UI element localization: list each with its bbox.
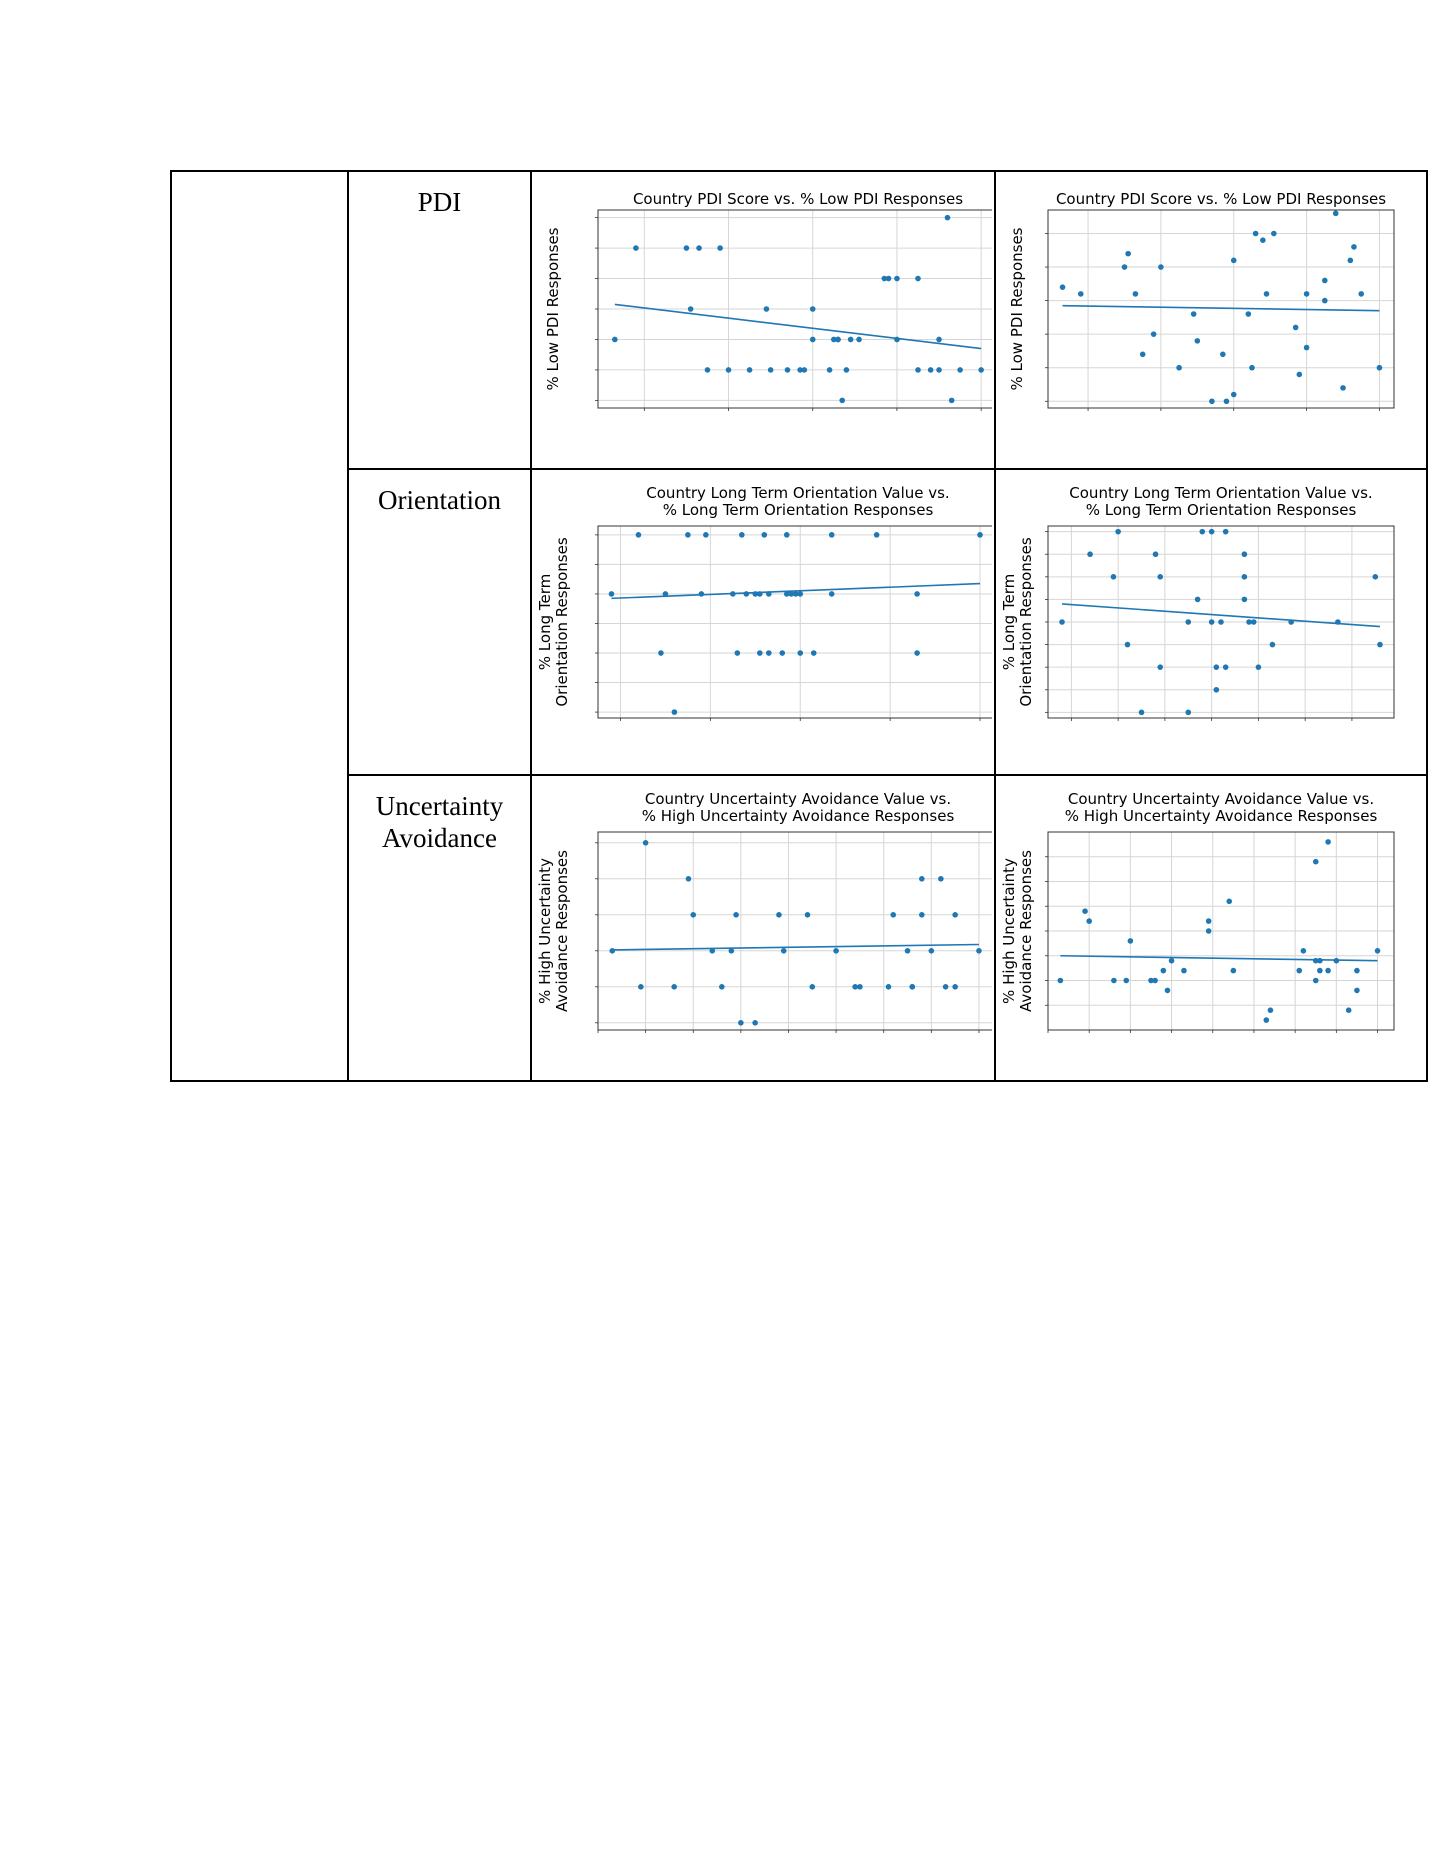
data-point (643, 840, 649, 846)
y-axis-label (1000, 537, 1035, 706)
data-point (766, 650, 772, 656)
data-point (1153, 551, 1159, 557)
data-point (1111, 978, 1117, 984)
data-point (633, 245, 639, 251)
y-axis-label (536, 537, 571, 706)
plot-cell (995, 775, 1427, 1081)
data-point (739, 532, 745, 538)
data-point (811, 650, 817, 656)
data-point (839, 398, 845, 404)
data-point (945, 215, 951, 221)
y-axis-label-line: % Low PDI Responses (1008, 227, 1026, 391)
data-point (1165, 988, 1171, 994)
data-point (1335, 619, 1341, 625)
data-point (688, 306, 694, 312)
data-point (1195, 597, 1201, 603)
y-axis-label-line: Orientation Responses (1017, 537, 1035, 707)
plot-cell (531, 775, 995, 1081)
data-point (1185, 710, 1191, 716)
data-point (671, 984, 677, 990)
data-point (738, 1020, 744, 1026)
data-point (747, 367, 753, 373)
y-axis-label (536, 850, 571, 1012)
data-point (1206, 928, 1212, 934)
data-point (717, 245, 723, 251)
data-point (1313, 859, 1319, 865)
chart-title (1065, 790, 1378, 825)
data-point (1078, 291, 1084, 297)
data-point (856, 337, 862, 343)
data-point (709, 948, 715, 954)
y-axis-label (544, 227, 562, 390)
data-point (672, 709, 678, 715)
data-point (894, 276, 900, 282)
data-point (686, 876, 692, 882)
data-point (1199, 529, 1205, 535)
data-point (1268, 1007, 1274, 1013)
row-label-cell (348, 469, 531, 775)
data-point (1125, 251, 1131, 257)
data-point (905, 948, 911, 954)
data-point (1270, 642, 1276, 648)
table-row (171, 469, 1427, 775)
data-point (733, 912, 739, 918)
data-point (1125, 642, 1131, 648)
data-point (1346, 1007, 1352, 1013)
data-point (833, 948, 839, 954)
figure-table (170, 170, 1428, 1082)
chart-title-line: Country Uncertainty Avoidance Value vs. (1067, 790, 1375, 808)
trend-line (1060, 956, 1377, 961)
data-point (978, 367, 984, 373)
chart-title (633, 190, 963, 208)
y-axis-label (1008, 227, 1026, 390)
data-point (684, 245, 690, 251)
data-point (1333, 211, 1339, 217)
data-point (1195, 338, 1201, 344)
data-point (1169, 958, 1175, 964)
data-point (1340, 385, 1346, 391)
data-point (1293, 325, 1299, 331)
plot-cell (531, 171, 995, 469)
data-point (809, 984, 815, 990)
data-point (685, 532, 691, 538)
chart-title-line: Country Long Term Orientation Value vs. (1069, 484, 1373, 502)
row-label: Orientation (378, 485, 501, 515)
data-point (658, 650, 664, 656)
data-point (1251, 619, 1257, 625)
data-point (949, 398, 955, 404)
data-point (977, 532, 983, 538)
data-point (874, 532, 880, 538)
scatter-chart (996, 470, 1424, 772)
plot-area (598, 832, 992, 1030)
chart-title-line: Country Long Term Orientation Value vs. (646, 484, 950, 502)
data-point (1059, 619, 1065, 625)
empty-merged-cell (171, 171, 348, 1081)
data-point (779, 650, 785, 656)
data-point (957, 367, 963, 373)
data-point (699, 591, 705, 597)
data-point (784, 532, 790, 538)
data-point (829, 591, 835, 597)
table-row (171, 775, 1427, 1081)
plot-cell (995, 469, 1427, 775)
data-point (827, 367, 833, 373)
y-axis-label-line: % High Uncertainty (1000, 858, 1018, 1004)
scatter-chart (996, 172, 1424, 466)
data-point (1214, 664, 1220, 670)
data-point (757, 650, 763, 656)
data-point (612, 337, 618, 343)
data-point (1223, 529, 1229, 535)
data-point (1242, 597, 1248, 603)
data-point (890, 912, 896, 918)
data-point (703, 532, 709, 538)
data-point (1317, 958, 1323, 964)
data-point (744, 591, 750, 597)
data-point (1325, 839, 1331, 845)
data-point (781, 948, 787, 954)
data-point (1271, 231, 1277, 237)
data-point (1111, 574, 1117, 580)
data-point (1220, 352, 1226, 358)
scatter-chart (996, 776, 1424, 1078)
scatter-chart (532, 470, 992, 772)
data-point (1249, 365, 1255, 371)
data-point (730, 591, 736, 597)
y-axis-label (1000, 850, 1035, 1012)
data-point (1209, 619, 1215, 625)
data-point (609, 948, 615, 954)
data-point (776, 912, 782, 918)
data-point (705, 367, 711, 373)
data-point (1297, 372, 1303, 378)
data-point (609, 591, 615, 597)
table-row (171, 171, 1427, 469)
data-point (943, 984, 949, 990)
data-point (1260, 237, 1266, 243)
chart-title-line: % Long Term Orientation Responses (1085, 501, 1357, 519)
data-point (1191, 311, 1197, 317)
data-point (1242, 574, 1248, 580)
data-point (663, 591, 669, 597)
data-point (1317, 968, 1323, 974)
row-label-cell (348, 775, 531, 1081)
data-point (1158, 264, 1164, 270)
data-point (1354, 988, 1360, 994)
data-point (1087, 551, 1093, 557)
data-point (835, 337, 841, 343)
scatter-chart (532, 172, 992, 466)
data-point (1264, 291, 1270, 297)
data-point (1157, 574, 1163, 580)
chart-title-line: Country PDI Score vs. % Low PDI Responses (1055, 190, 1387, 208)
plot-area (598, 526, 992, 718)
data-point (1206, 918, 1212, 924)
data-point (976, 948, 982, 954)
row-label: PDI (417, 187, 462, 217)
data-point (1253, 231, 1259, 237)
data-point (766, 591, 772, 597)
data-point (805, 912, 811, 918)
data-point (1264, 1017, 1270, 1023)
row-label-cell (348, 171, 531, 469)
data-point (857, 984, 863, 990)
data-point (797, 650, 803, 656)
data-point (1296, 968, 1302, 974)
data-point (1351, 244, 1357, 250)
row-label: Uncertainty Avoidance (375, 791, 504, 853)
data-point (1218, 619, 1224, 625)
data-point (914, 650, 920, 656)
data-point (810, 306, 816, 312)
data-point (696, 245, 702, 251)
data-point (1334, 958, 1340, 964)
data-point (1122, 264, 1128, 270)
data-point (1128, 938, 1134, 944)
data-point (638, 984, 644, 990)
data-point (915, 367, 921, 373)
data-point (1377, 365, 1383, 371)
data-point (1115, 529, 1121, 535)
data-point (1185, 619, 1191, 625)
data-point (1301, 948, 1307, 954)
y-axis-label-line: % Long Term (536, 573, 554, 671)
data-point (1231, 968, 1237, 974)
data-point (1140, 352, 1146, 358)
plot-cell (531, 469, 995, 775)
data-point (915, 276, 921, 282)
chart-title (1056, 190, 1386, 208)
y-axis-label-line: Orientation Responses (553, 537, 571, 707)
data-point (1256, 664, 1262, 670)
data-point (636, 532, 642, 538)
chart-title-line: Country Uncertainty Avoidance Value vs. (644, 790, 952, 808)
data-point (1288, 619, 1294, 625)
data-point (886, 984, 892, 990)
data-point (844, 367, 850, 373)
data-point (764, 306, 770, 312)
data-point (1214, 687, 1220, 693)
data-point (1161, 968, 1167, 974)
data-point (1322, 298, 1328, 304)
data-point (1375, 948, 1381, 954)
data-point (1223, 664, 1229, 670)
y-axis-label-line: % High Uncertainty (536, 858, 554, 1004)
data-point (1157, 664, 1163, 670)
data-point (928, 367, 934, 373)
data-point (852, 984, 858, 990)
data-point (1304, 345, 1310, 351)
data-point (952, 984, 958, 990)
trend-line (1063, 306, 1380, 311)
data-point (919, 876, 925, 882)
data-point (1325, 968, 1331, 974)
chart-title (1069, 484, 1372, 519)
y-axis-label-line: % Long Term (1000, 573, 1018, 671)
data-point (929, 948, 935, 954)
data-point (1304, 291, 1310, 297)
chart-title-line: % High Uncertainty Avoidance Responses (641, 807, 955, 825)
data-point (894, 337, 900, 343)
plot-area (1048, 210, 1394, 408)
data-point (919, 912, 925, 918)
data-point (1322, 278, 1328, 284)
chart-title-line: % Long Term Orientation Responses (662, 501, 934, 519)
data-point (757, 591, 763, 597)
data-point (1231, 392, 1237, 398)
chart-title (646, 484, 949, 519)
data-point (768, 367, 774, 373)
data-point (1209, 529, 1215, 535)
chart-title-line: % High Uncertainty Avoidance Responses (1064, 807, 1378, 825)
data-point (1086, 918, 1092, 924)
data-point (1082, 908, 1088, 914)
data-point (1347, 258, 1353, 264)
chart-title (642, 790, 955, 825)
data-point (909, 984, 915, 990)
data-point (1377, 642, 1383, 648)
data-point (1209, 398, 1215, 404)
data-point (1058, 978, 1064, 984)
y-axis-label-line: % Low PDI Responses (544, 227, 562, 391)
data-point (1224, 398, 1230, 404)
trend-line (615, 304, 981, 348)
data-point (1133, 291, 1139, 297)
data-point (1372, 574, 1378, 580)
data-point (938, 876, 944, 882)
data-point (1151, 331, 1157, 337)
data-point (952, 912, 958, 918)
data-point (690, 912, 696, 918)
data-point (719, 984, 725, 990)
data-point (1231, 258, 1237, 264)
data-point (1152, 978, 1158, 984)
data-point (726, 367, 732, 373)
data-point (829, 532, 835, 538)
data-point (735, 650, 741, 656)
data-point (936, 337, 942, 343)
data-point (729, 948, 735, 954)
data-point (848, 337, 854, 343)
data-point (761, 532, 767, 538)
data-point (1358, 291, 1364, 297)
data-point (1246, 311, 1252, 317)
data-point (1226, 899, 1232, 905)
data-point (886, 276, 892, 282)
data-point (1060, 284, 1066, 290)
plot-cell (995, 171, 1427, 469)
chart-title-line: Country PDI Score vs. % Low PDI Responses (632, 190, 964, 208)
data-point (802, 367, 808, 373)
data-point (1242, 551, 1248, 557)
data-point (1139, 710, 1145, 716)
data-point (1181, 968, 1187, 974)
data-point (1123, 978, 1129, 984)
trend-line (612, 945, 979, 950)
data-point (936, 367, 942, 373)
data-point (1354, 968, 1360, 974)
y-axis-label-line: Avoidance Responses (1017, 850, 1035, 1012)
data-point (1313, 978, 1319, 984)
y-axis-label-line: Avoidance Responses (553, 850, 571, 1012)
data-point (785, 367, 791, 373)
data-point (810, 337, 816, 343)
scatter-chart (532, 776, 992, 1078)
data-point (1176, 365, 1182, 371)
data-point (797, 591, 803, 597)
data-point (914, 591, 920, 597)
data-point (752, 1020, 758, 1026)
